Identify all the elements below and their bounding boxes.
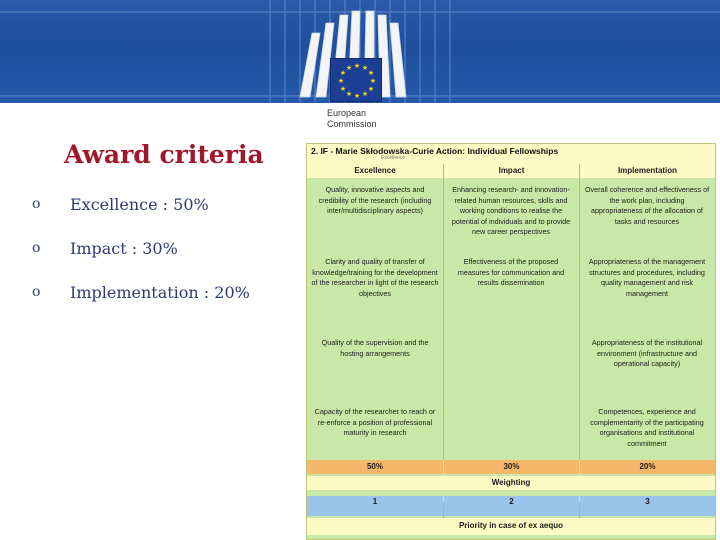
- bullet-mark-icon: o: [32, 240, 41, 256]
- criteria-bullet-list: [32, 182, 250, 314]
- bullet-text: Implementation : 20%: [70, 282, 250, 302]
- bullet-implementation: [32, 270, 250, 314]
- svg-text:★: ★: [353, 92, 361, 100]
- bullet-impact: [32, 226, 250, 270]
- priority-excellence: 1: [307, 496, 443, 516]
- percentage-implementation: 20%: [580, 460, 715, 474]
- svg-text:★: ★: [369, 77, 377, 85]
- column-header-impact: Impact: [444, 164, 579, 178]
- svg-text:★: ★: [353, 62, 361, 70]
- weighting-label: Weighting: [307, 476, 715, 490]
- table-cell: Competences, experience and complementarity of the participating organisations and institutional commitment: [590, 407, 704, 448]
- priority-impact: 2: [444, 496, 579, 516]
- table-cell: Quality of the supervision and the hosting arrangements: [321, 338, 429, 358]
- table-cell: Appropriateness of the management structures and procedures, including quality management and risk management: [588, 257, 706, 298]
- svg-text:★: ★: [345, 64, 353, 72]
- table-subtitle: Excellence: [381, 155, 406, 161]
- bullet-mark-icon: o: [32, 196, 41, 212]
- table-cell: Clarity and quality of transfer of knowledge/training for the development of the researcher in light of the research objectives: [311, 257, 439, 298]
- column-header-excellence: Excellence: [307, 164, 443, 178]
- bullet-text: Impact : 30%: [70, 238, 178, 258]
- bullet-excellence: [32, 182, 250, 226]
- slide-title: Award criteria: [64, 140, 264, 169]
- logo-caption-line1: European: [327, 108, 367, 118]
- bullet-mark-icon: o: [32, 284, 41, 300]
- eu-flag-icon: [330, 58, 382, 102]
- bullet-text: Excellence : 50%: [70, 194, 209, 214]
- table-title: 2. IF - Marie Skłodowska-Curie Action: Individual Fellowships: [307, 144, 715, 164]
- svg-text:★: ★: [361, 64, 369, 72]
- table-cell: Capacity of the researcher to reach or re-enforce a position of professional maturity in research: [314, 407, 436, 437]
- percentage-impact: 30%: [444, 460, 579, 474]
- european-commission-logo: [290, 5, 420, 143]
- priority-label: Priority in case of ex aequo: [307, 518, 715, 535]
- column-divider: [443, 164, 444, 460]
- table-cell: Appropriateness of the institutional environment (infrastructure and operational capacity): [591, 338, 703, 368]
- logo-caption: [327, 108, 377, 130]
- table-cell: Quality, innovative aspects and credibility of the research (including inter/multidisciplinary aspects): [318, 185, 432, 215]
- table-cell: Enhancing research- and innovation-related human resources, skills and working conditions to realise the potential of individuals and to provide new career perspectives: [451, 185, 571, 236]
- percentage-excellence: 50%: [307, 460, 443, 474]
- svg-text:★: ★: [361, 90, 369, 98]
- svg-text:★: ★: [339, 85, 347, 93]
- svg-text:★: ★: [339, 69, 347, 77]
- table-cell: Overall coherence and effectiveness of the work plan, including appropriateness of the allocation of tasks and resources: [584, 185, 710, 226]
- priority-implementation: 3: [580, 496, 715, 516]
- logo-caption-line2: Commission: [327, 119, 377, 129]
- svg-text:★: ★: [367, 69, 375, 77]
- table-cell: Effectiveness of the proposed measures for communication and results dissemination: [457, 257, 565, 287]
- svg-text:★: ★: [345, 90, 353, 98]
- svg-text:★: ★: [337, 77, 345, 85]
- svg-text:★: ★: [367, 85, 375, 93]
- award-criteria-table: [306, 143, 716, 540]
- column-header-implementation: Implementation: [580, 164, 715, 178]
- column-divider: [579, 164, 580, 460]
